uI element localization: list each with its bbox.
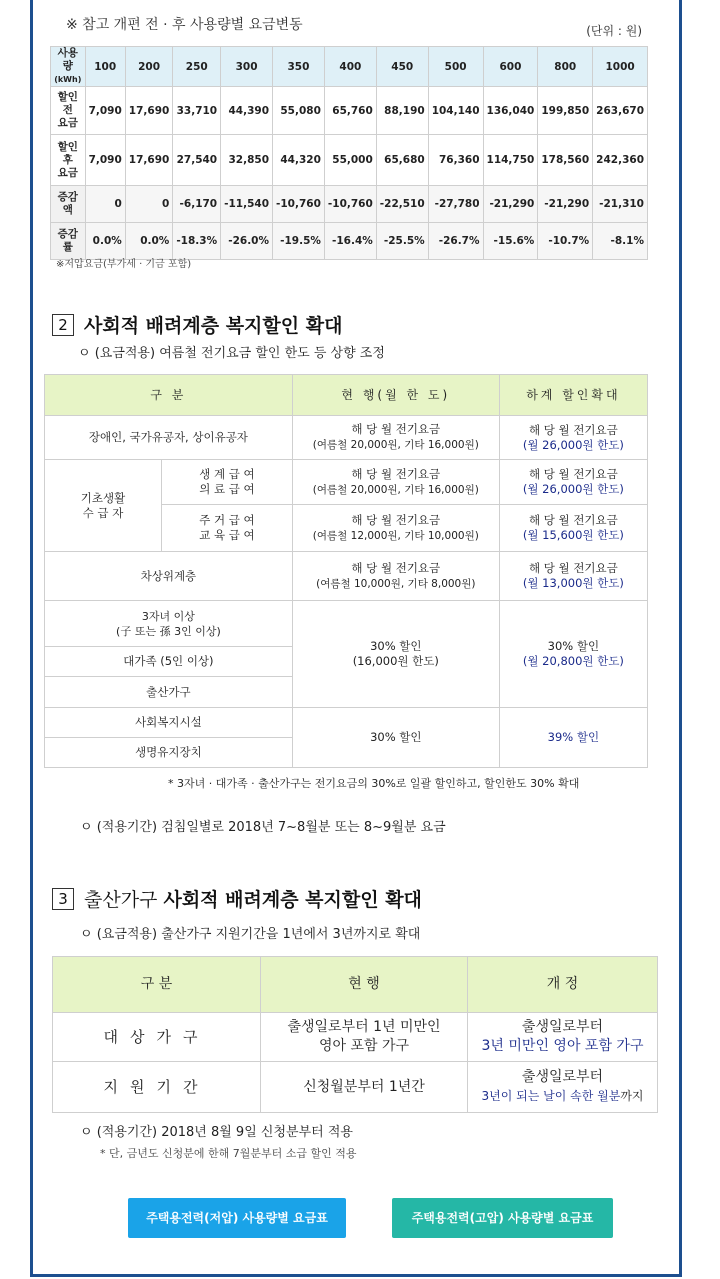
cell: 0.0% bbox=[85, 223, 125, 260]
cell: 0 bbox=[85, 186, 125, 223]
table-row bbox=[53, 1013, 658, 1062]
cell: -26.0% bbox=[221, 223, 273, 260]
usage-col: 500 bbox=[428, 47, 483, 87]
usage-col: 250 bbox=[173, 47, 221, 87]
welfare-discount-table bbox=[44, 374, 648, 768]
cell: 0 bbox=[125, 186, 173, 223]
cell: -21,290 bbox=[538, 186, 593, 223]
usage-rate-table bbox=[50, 46, 648, 260]
usage-col: 400 bbox=[324, 47, 376, 87]
header-new: 하계 할인확대 bbox=[499, 375, 647, 416]
cell: 해 당 월 전기요금 (여름철 12,000원, 기타 10,000원) bbox=[292, 505, 499, 552]
cell: -26.7% bbox=[428, 223, 483, 260]
cell: -21,310 bbox=[593, 186, 648, 223]
cell: 104,140 bbox=[428, 87, 483, 135]
header-revised: 개 정 bbox=[468, 957, 658, 1013]
usage-header: 사용량 (kWh) bbox=[51, 47, 86, 87]
cell: -22,510 bbox=[376, 186, 428, 223]
row-label: 3자녀 이상 (子 또는 孫 3인 이상) bbox=[45, 601, 293, 647]
cell: 17,690 bbox=[125, 135, 173, 186]
cell: 114,750 bbox=[483, 135, 538, 186]
row-label: 기초생활 수 급 자 bbox=[45, 460, 162, 552]
cell: 출생일로부터 3년이 되는 날이 속한 월분까지 bbox=[468, 1062, 658, 1113]
cell: 해 당 월 전기요금 (월 15,600원 한도) bbox=[499, 505, 647, 552]
cell: -25.5% bbox=[376, 223, 428, 260]
cell: 65,760 bbox=[324, 87, 376, 135]
header-current: 현 행(월 한 도) bbox=[292, 375, 499, 416]
cell: 0.0% bbox=[125, 223, 173, 260]
table-header-row bbox=[53, 957, 658, 1013]
cell: 출생일로부터 3년 미만인 영아 포함 가구 bbox=[468, 1013, 658, 1062]
table-row bbox=[45, 416, 648, 460]
row-label: 할인전 요금 bbox=[51, 87, 86, 135]
cell: -6,170 bbox=[173, 186, 221, 223]
row-label: 할인후 요금 bbox=[51, 135, 86, 186]
cell: 88,190 bbox=[376, 87, 428, 135]
row-label: 사회복지시설 bbox=[45, 708, 293, 738]
header-category: 구 분 bbox=[45, 375, 293, 416]
cell: -27,780 bbox=[428, 186, 483, 223]
section2-bullet: ㅇ (요금적용) 여름철 전기요금 할인 한도 등 상향 조정 bbox=[78, 346, 385, 361]
row-sublabel: 생 계 급 여 의 료 급 여 bbox=[162, 460, 293, 505]
cell: 해 당 월 전기요금 (월 13,000원 한도) bbox=[499, 552, 647, 601]
cell: -8.1% bbox=[593, 223, 648, 260]
table-row bbox=[51, 223, 648, 260]
header-current: 현 행 bbox=[261, 957, 468, 1013]
birth-household-table bbox=[52, 956, 658, 1113]
unit-label: (단위 : 원) bbox=[586, 24, 642, 38]
table-row bbox=[45, 552, 648, 601]
usage-col: 100 bbox=[85, 47, 125, 87]
reference-note: ※ 참고 개편 전 · 후 사용량별 요금변동 bbox=[66, 17, 303, 33]
row-label: 대상가구 bbox=[53, 1013, 261, 1062]
cell: 해 당 월 전기요금 (월 26,000원 한도) bbox=[499, 460, 647, 505]
cell: -19.5% bbox=[273, 223, 325, 260]
cell: 30% 할인 (월 20,800원 한도) bbox=[499, 601, 647, 708]
usage-col: 600 bbox=[483, 47, 538, 87]
row-label: 출산가구 bbox=[45, 677, 293, 708]
cell: 7,090 bbox=[85, 135, 125, 186]
row-label: 장애인, 국가유공자, 상이유공자 bbox=[45, 416, 293, 460]
section2-title: 2 사회적 배려계층 복지할인 확대 bbox=[52, 311, 342, 338]
usage-col: 300 bbox=[221, 47, 273, 87]
row-label: 증감률 bbox=[51, 223, 86, 260]
section3-period: ㅇ (적용기간) 2018년 8월 9일 신청분부터 적용 bbox=[80, 1125, 353, 1140]
cell: 178,560 bbox=[538, 135, 593, 186]
cell: 65,680 bbox=[376, 135, 428, 186]
row-label: 차상위계층 bbox=[45, 552, 293, 601]
high-voltage-rate-button[interactable]: 주택용전력(고압) 사용량별 요금표 bbox=[392, 1198, 613, 1238]
cell: -10.7% bbox=[538, 223, 593, 260]
table-row bbox=[51, 186, 648, 223]
cell: 해 당 월 전기요금 (여름철 10,000원, 기타 8,000원) bbox=[292, 552, 499, 601]
table-row bbox=[51, 135, 648, 186]
section3-bullet: ㅇ (요금적용) 출산가구 지원기간을 1년에서 3년까지로 확대 bbox=[80, 927, 421, 942]
usage-col: 800 bbox=[538, 47, 593, 87]
cell: 17,690 bbox=[125, 87, 173, 135]
row-label: 증감액 bbox=[51, 186, 86, 223]
cell: 263,670 bbox=[593, 87, 648, 135]
cell: 30% 할인 (16,000원 한도) bbox=[292, 601, 499, 708]
cell: 55,080 bbox=[273, 87, 325, 135]
section3-title: 3 출산가구 사회적 배려계층 복지할인 확대 bbox=[52, 885, 422, 912]
cell: 44,320 bbox=[273, 135, 325, 186]
usage-col: 200 bbox=[125, 47, 173, 87]
cell: 136,040 bbox=[483, 87, 538, 135]
table-row bbox=[45, 708, 648, 738]
table-row bbox=[53, 1062, 658, 1113]
cell: 7,090 bbox=[85, 87, 125, 135]
row-sublabel: 주 거 급 여 교 육 급 여 bbox=[162, 505, 293, 552]
section2-footnote: * 3자녀 · 대가족 · 출산가구는 전기요금의 30%로 일괄 할인하고, 할인한도 30% 확대 bbox=[168, 777, 580, 790]
table-row bbox=[45, 460, 648, 505]
cell: 55,000 bbox=[324, 135, 376, 186]
header-category: 구 분 bbox=[53, 957, 261, 1013]
cell: 출생일로부터 1년 미만인 영아 포함 가구 bbox=[261, 1013, 468, 1062]
low-voltage-rate-button[interactable]: 주택용전력(저압) 사용량별 요금표 bbox=[128, 1198, 346, 1238]
table-row bbox=[45, 601, 648, 647]
cell: 33,710 bbox=[173, 87, 221, 135]
cell: 44,390 bbox=[221, 87, 273, 135]
row-label: 생명유지장치 bbox=[45, 738, 293, 768]
cell: -10,760 bbox=[273, 186, 325, 223]
cell: 76,360 bbox=[428, 135, 483, 186]
cell: -18.3% bbox=[173, 223, 221, 260]
cell: -10,760 bbox=[324, 186, 376, 223]
section3-subnote: * 단, 금년도 신청분에 한해 7월분부터 소급 할인 적용 bbox=[100, 1147, 357, 1160]
table1-footnote: ※저압요금(부가세 · 기금 포함) bbox=[56, 259, 192, 270]
usage-col: 450 bbox=[376, 47, 428, 87]
cell: -15.6% bbox=[483, 223, 538, 260]
cell: -21,290 bbox=[483, 186, 538, 223]
cell: 해 당 월 전기요금 (월 26,000원 한도) bbox=[499, 416, 647, 460]
cell: 신청월분부터 1년간 bbox=[261, 1062, 468, 1113]
cell: -11,540 bbox=[221, 186, 273, 223]
cell: 199,850 bbox=[538, 87, 593, 135]
row-label: 지원기간 bbox=[53, 1062, 261, 1113]
cell: 39% 할인 bbox=[499, 708, 647, 768]
table-header-row bbox=[45, 375, 648, 416]
cell: 32,850 bbox=[221, 135, 273, 186]
section3-number: 3 bbox=[52, 888, 74, 910]
usage-col: 350 bbox=[273, 47, 325, 87]
cell: 30% 할인 bbox=[292, 708, 499, 768]
section2-period: ㅇ (적용기간) 검침일별로 2018년 7~8월분 또는 8~9월분 요금 bbox=[80, 820, 446, 835]
table-row bbox=[51, 87, 648, 135]
cell: 242,360 bbox=[593, 135, 648, 186]
row-label: 대가족 (5인 이상) bbox=[45, 647, 293, 677]
usage-col: 1000 bbox=[593, 47, 648, 87]
cell: 해 당 월 전기요금 (여름철 20,000원, 기타 16,000원) bbox=[292, 416, 499, 460]
cell: 해 당 월 전기요금 (여름철 20,000원, 기타 16,000원) bbox=[292, 460, 499, 505]
cell: -16.4% bbox=[324, 223, 376, 260]
cell: 27,540 bbox=[173, 135, 221, 186]
section2-number: 2 bbox=[52, 314, 74, 336]
